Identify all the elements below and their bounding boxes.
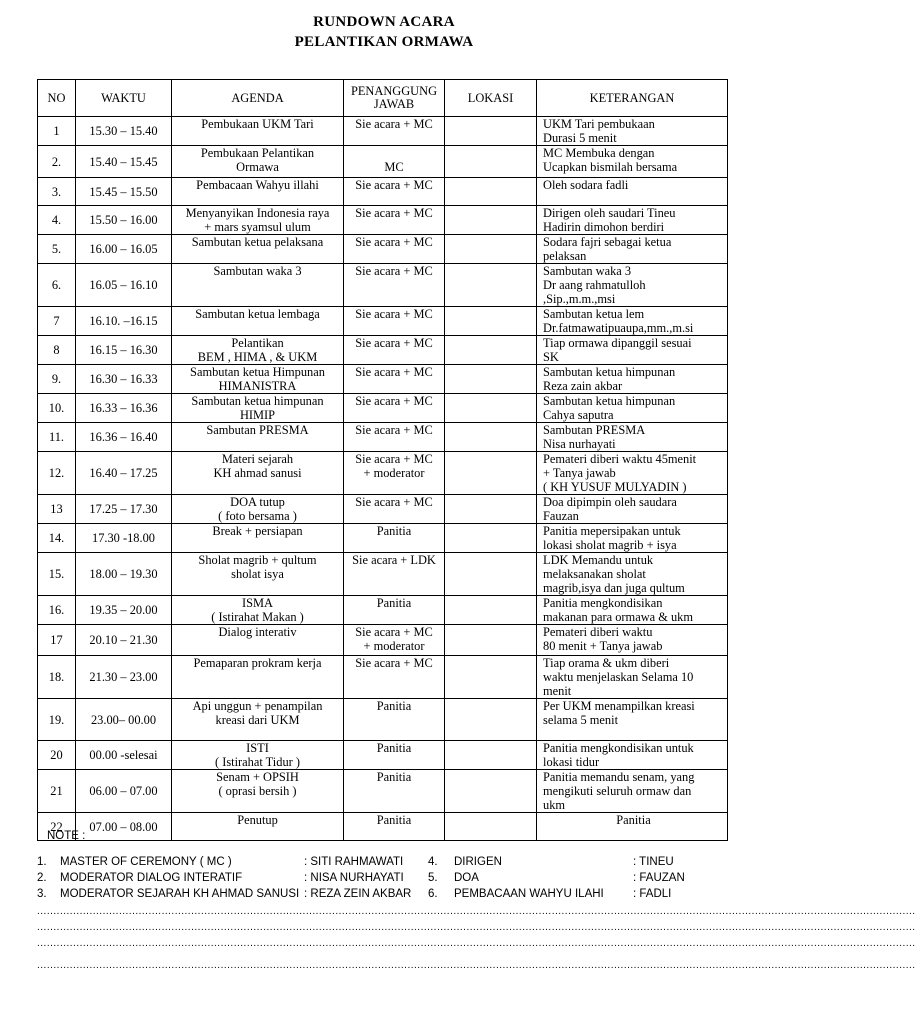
dotted-line: ............................................................................................................................................................................................................................................................................ [37,938,916,949]
row-time: 20.10 – 21.30 [76,625,172,656]
dotted-line: ............................................................................................................................................................................................................................................................................ [37,922,916,933]
row-lokasi [445,206,537,235]
row-agenda: Api unggun + penampilan kreasi dari UKM [172,699,344,741]
row-lokasi [445,813,537,841]
table-row [38,235,728,264]
row-penanggung-jawab: Sie acara + MC [344,423,445,452]
row-penanggung-jawab: Panitia [344,813,445,841]
row-keterangan: Sambutan waka 3 Dr aang rahmatulloh ,Sip.,m.m.,msi [537,264,728,307]
row-number: 11. [38,423,76,452]
table-row [38,336,728,365]
row-time: 15.50 – 16.00 [76,206,172,235]
table-row [38,495,728,524]
row-lokasi [445,178,537,206]
note-role: DOA [454,872,479,884]
document-subtitle: PELANTIKAN ORMAWA [294,34,474,50]
row-lokasi [445,452,537,495]
table-row [38,206,728,235]
row-lokasi [445,423,537,452]
row-time: 16.15 – 16.30 [76,336,172,365]
row-time: 06.00 – 07.00 [76,770,172,813]
row-time: 16.36 – 16.40 [76,423,172,452]
row-number: 8 [38,336,76,365]
header-agenda: AGENDA [172,80,344,117]
row-penanggung-jawab: Panitia [344,699,445,741]
row-keterangan: Sambutan PRESMA Nisa nurhayati [537,423,728,452]
row-agenda: Materi sejarah KH ahmad sanusi [172,452,344,495]
row-number: 22 [38,813,76,841]
row-penanggung-jawab: Sie acara + MC [344,178,445,206]
row-time: 16.40 – 17.25 [76,452,172,495]
row-time: 16.33 – 16.36 [76,394,172,423]
row-number: 2. [38,146,76,178]
row-agenda: DOA tutup ( foto bersama ) [172,495,344,524]
row-keterangan: Pemateri diberi waktu 45menit + Tanya jawab ( KH YUSUF MULYADIN ) [537,452,728,495]
row-penanggung-jawab: MC [344,146,445,178]
table-row [38,625,728,656]
row-time: 21.30 – 23.00 [76,656,172,699]
row-keterangan: Panitia mepersipakan untuk lokasi sholat magrib + isya [537,524,728,553]
note-number: 2. [37,872,47,884]
row-lokasi [445,365,537,394]
table-row [38,452,728,495]
row-number: 5. [38,235,76,264]
row-time: 16.10. –16.15 [76,307,172,336]
note-role: PEMBACAAN WAHYU ILAHI [454,888,604,900]
table-row [38,117,728,146]
row-penanggung-jawab: Sie acara + MC [344,117,445,146]
row-penanggung-jawab: Sie acara + MC + moderator [344,452,445,495]
row-number: 18. [38,656,76,699]
header-lokasi: LOKASI [445,80,537,117]
row-penanggung-jawab: Sie acara + LDK [344,553,445,596]
table-row [38,770,728,813]
note-name: : FAUZAN [633,872,685,884]
table-row [38,524,728,553]
row-penanggung-jawab: Sie acara + MC [344,394,445,423]
note-label: NOTE : [47,830,86,842]
table-row [38,264,728,307]
row-time: 07.00 – 08.00 [76,813,172,841]
row-keterangan: Panitia memandu senam, yang mengikuti seluruh ormaw dan ukm [537,770,728,813]
note-name: : FADLI [633,888,672,900]
table-row [38,178,728,206]
row-number: 7 [38,307,76,336]
row-penanggung-jawab: Sie acara + MC [344,656,445,699]
row-keterangan: Dirigen oleh saudari Tineu Hadirin dimohon berdiri [537,206,728,235]
row-time: 15.30 – 15.40 [76,117,172,146]
row-number: 12. [38,452,76,495]
row-penanggung-jawab: Panitia [344,596,445,625]
row-keterangan: Panitia mengkondisikan untuk lokasi tidur [537,741,728,770]
row-keterangan: Sodara fajri sebagai ketua pelaksan [537,235,728,264]
row-agenda: Dialog interativ [172,625,344,656]
row-number: 3. [38,178,76,206]
note-name: : REZA ZEIN AKBAR [304,888,412,900]
row-keterangan: Panitia mengkondisikan makanan para ormawa & ukm [537,596,728,625]
row-time: 15.45 – 15.50 [76,178,172,206]
row-lokasi [445,553,537,596]
row-penanggung-jawab: Sie acara + MC [344,206,445,235]
row-keterangan: MC Membuka dengan Ucapkan bismilah bersama [537,146,728,178]
row-number: 15. [38,553,76,596]
table-row [38,741,728,770]
row-penanggung-jawab: Panitia [344,741,445,770]
row-agenda: Pembacaan Wahyu illahi [172,178,344,206]
row-number: 1 [38,117,76,146]
row-agenda: Sholat magrib + qultum sholat isya [172,553,344,596]
row-number: 13 [38,495,76,524]
table-row [38,699,728,741]
row-agenda: Sambutan PRESMA [172,423,344,452]
rundown-table [37,79,728,841]
note-name: : TINEU [633,856,674,868]
row-lokasi [445,524,537,553]
row-lokasi [445,699,537,741]
row-penanggung-jawab: Sie acara + MC [344,264,445,307]
row-number: 20 [38,741,76,770]
row-lokasi [445,394,537,423]
row-lokasi [445,596,537,625]
header-no: NO [38,80,76,117]
note-number: 5. [428,872,438,884]
row-agenda: Menyanyikan Indonesia raya + mars syamsul ulum [172,206,344,235]
row-time: 16.30 – 16.33 [76,365,172,394]
row-keterangan: Panitia [537,813,728,841]
dotted-line: ............................................................................................................................................................................................................................................................................ [37,906,916,917]
row-agenda: Sambutan ketua Himpunan HIMANISTRA [172,365,344,394]
row-time: 15.40 – 15.45 [76,146,172,178]
row-time: 16.00 – 16.05 [76,235,172,264]
row-number: 17 [38,625,76,656]
row-lokasi [445,770,537,813]
row-number: 19. [38,699,76,741]
row-lokasi [445,336,537,365]
table-row [38,394,728,423]
row-keterangan: LDK Memandu untuk melaksanakan sholat magrib,isya dan juga qultum [537,553,728,596]
row-agenda: Sambutan waka 3 [172,264,344,307]
row-penanggung-jawab: Sie acara + MC [344,307,445,336]
row-time: 23.00– 00.00 [76,699,172,741]
row-keterangan: Tiap orama & ukm diberi waktu menjelaskan Selama 10 menit [537,656,728,699]
row-penanggung-jawab: Sie acara + MC [344,235,445,264]
row-penanggung-jawab: Sie acara + MC [344,365,445,394]
table-row [38,656,728,699]
row-lokasi [445,146,537,178]
note-role: MODERATOR SEJARAH KH AHMAD SANUSI [60,888,300,900]
header-penanggung-jawab: PENANGGUNG JAWAB [344,80,445,117]
row-penanggung-jawab: Sie acara + MC [344,495,445,524]
header-keterangan: KETERANGAN [537,80,728,117]
row-time: 17.30 -18.00 [76,524,172,553]
row-time: 19.35 – 20.00 [76,596,172,625]
row-agenda: Senam + OPSIH ( oprasi bersih ) [172,770,344,813]
row-keterangan: Sambutan ketua himpunan Cahya saputra [537,394,728,423]
row-number: 10. [38,394,76,423]
row-agenda: Pemaparan prokram kerja [172,656,344,699]
note-name: : SITI RAHMAWATI [304,856,404,868]
note-number: 3. [37,888,47,900]
row-penanggung-jawab: Panitia [344,524,445,553]
row-penanggung-jawab: Panitia [344,770,445,813]
row-number: 14. [38,524,76,553]
row-agenda: Sambutan ketua pelaksana [172,235,344,264]
row-agenda: Penutup [172,813,344,841]
note-role: MASTER OF CEREMONY ( MC ) [60,856,232,868]
row-agenda: Pembukaan Pelantikan Ormawa [172,146,344,178]
note-number: 4. [428,856,438,868]
row-agenda: ISMA ( Istirahat Makan ) [172,596,344,625]
table-row [38,813,728,841]
table-header-row [38,80,728,117]
row-keterangan: Doa dipimpin oleh saudara Fauzan [537,495,728,524]
row-agenda: Pembukaan UKM Tari [172,117,344,146]
row-lokasi [445,264,537,307]
row-number: 9. [38,365,76,394]
row-keterangan: Sambutan ketua lem Dr.fatmawatipuaupa,mm.,m.si [537,307,728,336]
row-lokasi [445,741,537,770]
row-penanggung-jawab: Sie acara + MC + moderator [344,625,445,656]
table-row [38,365,728,394]
row-keterangan: UKM Tari pembukaan Durasi 5 menit [537,117,728,146]
row-lokasi [445,625,537,656]
table-row [38,553,728,596]
header-waktu: WAKTU [76,80,172,117]
row-keterangan: Per UKM menampilkan kreasi selama 5 menit [537,699,728,741]
row-number: 6. [38,264,76,307]
dotted-line: ............................................................................................................................................................................................................................................................................ [37,960,916,971]
row-time: 16.05 – 16.10 [76,264,172,307]
row-lokasi [445,235,537,264]
row-lokasi [445,307,537,336]
row-time: 00.00 -selesai [76,741,172,770]
note-role: MODERATOR DIALOG INTERATIF [60,872,243,884]
row-keterangan: Pemateri diberi waktu 80 menit + Tanya jawab [537,625,728,656]
note-name: : NISA NURHAYATI [304,872,404,884]
row-number: 4. [38,206,76,235]
row-lokasi [445,117,537,146]
table-row [38,423,728,452]
row-time: 18.00 – 19.30 [76,553,172,596]
row-keterangan: Oleh sodara fadli [537,178,728,206]
row-keterangan: Tiap ormawa dipanggil sesuai SK [537,336,728,365]
row-number: 16. [38,596,76,625]
table-row [38,596,728,625]
document-title: RUNDOWN ACARA [313,14,455,30]
row-agenda: Sambutan ketua lembaga [172,307,344,336]
row-penanggung-jawab: Sie acara + MC [344,336,445,365]
row-keterangan: Sambutan ketua himpunan Reza zain akbar [537,365,728,394]
table-row [38,146,728,178]
note-number: 1. [37,856,47,868]
row-number: 21 [38,770,76,813]
table-row [38,307,728,336]
row-lokasi [445,495,537,524]
row-agenda: Sambutan ketua himpunan HIMIP [172,394,344,423]
row-agenda: Break + persiapan [172,524,344,553]
row-time: 17.25 – 17.30 [76,495,172,524]
note-number: 6. [428,888,438,900]
row-agenda: Pelantikan BEM , HIMA , & UKM [172,336,344,365]
row-agenda: ISTI ( Istirahat Tidur ) [172,741,344,770]
row-lokasi [445,656,537,699]
note-role: DIRIGEN [454,856,502,868]
